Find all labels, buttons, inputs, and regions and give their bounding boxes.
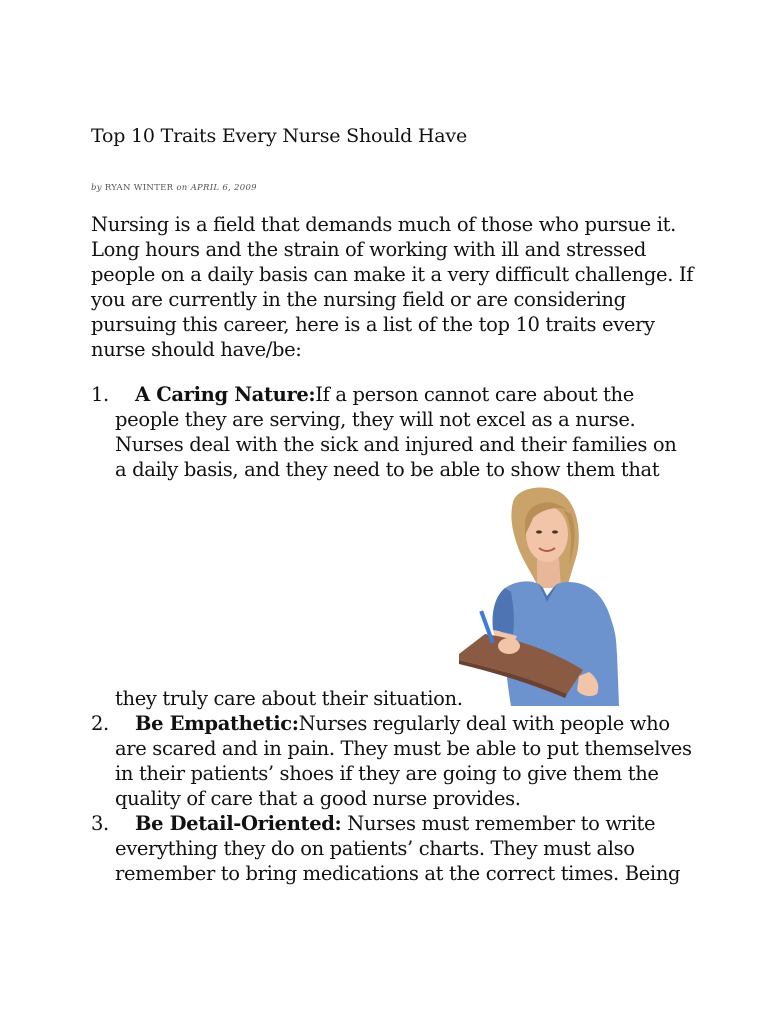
trait-text-line: they truly care about their situation. bbox=[115, 687, 463, 710]
trait-text-line: a daily basis, and they need to be able to show them that bbox=[115, 458, 660, 481]
trait-text-line: remember to bring medications at the correct times. Being bbox=[115, 862, 681, 885]
trait-first-line bbox=[135, 711, 670, 736]
byline-prefix: by bbox=[91, 183, 102, 193]
intro-line: Long hours and the strain of working with ill and stressed bbox=[91, 238, 647, 261]
nurse-photo bbox=[455, 484, 635, 706]
byline-on: on bbox=[176, 183, 188, 193]
trait-text-line: are scared and in pain. They must be able to put themselves bbox=[115, 737, 692, 760]
trait-first-line bbox=[135, 382, 634, 407]
trait-heading: Be Empathetic: bbox=[135, 712, 299, 735]
article-byline bbox=[91, 183, 257, 193]
trait-text-line: quality of care that a good nurse provides. bbox=[115, 787, 521, 810]
trait-text: Nurses must remember to write bbox=[341, 812, 656, 835]
trait-text: If a person cannot care about the bbox=[315, 383, 634, 406]
intro-line: people on a daily basis can make it a very difficult challenge. If bbox=[91, 263, 694, 286]
trait-heading: A Caring Nature: bbox=[135, 383, 316, 406]
trait-number: 3. bbox=[91, 812, 109, 835]
article-title: Top 10 Traits Every Nurse Should Have bbox=[91, 125, 468, 147]
byline-date: APRIL 6, 2009 bbox=[190, 183, 257, 193]
trait-number: 1. bbox=[91, 383, 109, 406]
nurse-neck bbox=[537, 558, 561, 588]
intro-line: pursuing this career, here is a list of the top 10 traits every bbox=[91, 313, 655, 336]
trait-text-line: everything they do on patients’ charts. They must also bbox=[115, 837, 635, 860]
trait-text-line: Nurses deal with the sick and injured and their families on bbox=[115, 433, 677, 456]
trait-text: Nurses regularly deal with people who bbox=[298, 712, 670, 735]
trait-first-line bbox=[135, 811, 655, 836]
trait-heading: Be Detail-Oriented: bbox=[135, 812, 342, 835]
trait-number: 2. bbox=[91, 712, 109, 735]
byline-author: RYAN WINTER bbox=[104, 183, 174, 193]
trait-text-line: people they are serving, they will not excel as a nurse. bbox=[115, 408, 636, 431]
intro-line: you are currently in the nursing field or are considering bbox=[91, 288, 626, 311]
intro-paragraph bbox=[91, 212, 694, 362]
intro-line: Nursing is a field that demands much of those who pursue it. bbox=[91, 213, 676, 236]
intro-line: nurse should have/be: bbox=[91, 338, 302, 361]
trait-text-line: in their patients’ shoes if they are going to give them the bbox=[115, 762, 659, 785]
